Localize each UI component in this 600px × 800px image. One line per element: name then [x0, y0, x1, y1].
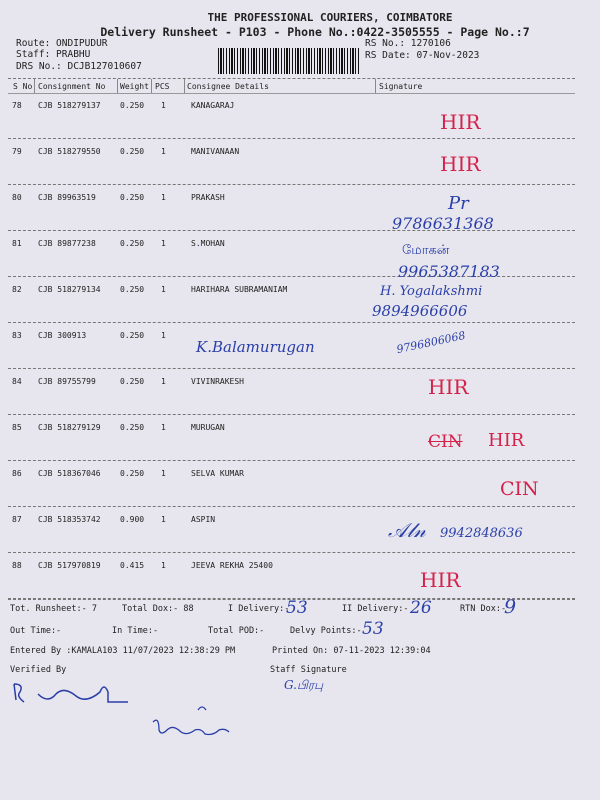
barcode	[218, 48, 360, 74]
row-sno: 87	[12, 515, 22, 524]
row-pcs: 1	[161, 515, 166, 524]
row-weight: 0.250	[120, 377, 145, 386]
row-consignee: S.MOHAN	[191, 239, 225, 248]
row-rule	[8, 138, 575, 139]
row-sno: 81	[12, 239, 22, 248]
signature-stroke	[153, 720, 229, 734]
row-pcs: 1	[161, 561, 166, 570]
row-pcs: 1	[161, 239, 166, 248]
rtn-dox-label: RTN Dox:-	[460, 604, 507, 614]
row-consignment-no: CJB 89755799	[38, 377, 96, 386]
row-consignee: JEEVA REKHA 25400	[191, 561, 273, 570]
row-rule	[8, 322, 575, 323]
row-pcs: 1	[161, 147, 166, 156]
row-weight: 0.250	[120, 285, 145, 294]
col-consignee: Consignee Details	[187, 82, 269, 91]
verified-by-label: Verified By	[10, 665, 67, 675]
printed-on: Printed On: 07-11-2023 12:39:04	[272, 646, 431, 656]
row-consignee: MURUGAN	[191, 423, 225, 432]
row-sno: 84	[12, 377, 22, 386]
col-divider	[184, 79, 185, 93]
ii-delivery-label: II Delivery:-	[342, 604, 409, 614]
row-weight: 0.250	[120, 147, 145, 156]
row-consignment-no: CJB 518279134	[38, 285, 101, 294]
row-consignee: PRAKASH	[191, 193, 225, 202]
row-weight: 0.250	[120, 239, 145, 248]
in-time: In Time:-	[112, 626, 159, 636]
row-rule	[8, 414, 575, 415]
hand-phone-80: 9786631368	[392, 214, 494, 233]
hand-phone-82: 9894966606	[372, 302, 468, 320]
row-consignee: SELVA KUMAR	[191, 469, 244, 478]
row-pcs: 1	[161, 285, 166, 294]
row-pcs: 1	[161, 331, 166, 340]
hand-name-82: H. Yogalakshmi	[380, 284, 483, 299]
entered-by: Entered By :KAMALA103 11/07/2023 12:38:29 PM	[10, 646, 236, 656]
rs-number: RS No.: 1270106	[365, 38, 451, 49]
total-dox: Total Dox:- 88	[122, 604, 194, 614]
row-consignee: KANAGARAJ	[191, 101, 235, 110]
row-consignment-no: CJB 300913	[38, 331, 87, 340]
hand-status-86: CIN	[500, 478, 539, 500]
hand-signature-87: 𝒜𝓁𝓃	[388, 518, 426, 542]
signature-stroke	[14, 684, 24, 702]
row-weight: 0.250	[120, 331, 145, 340]
row-weight: 0.250	[120, 101, 145, 110]
hand-status-85: HIR	[488, 430, 525, 451]
hand-status-78: HIR	[440, 110, 481, 134]
staff: Staff: PRABHU	[16, 49, 91, 60]
table-top-rule	[8, 78, 575, 79]
col-weight: Weight	[120, 82, 149, 91]
col-divider	[34, 79, 35, 93]
row-sno: 85	[12, 423, 22, 432]
row-sno: 88	[12, 561, 22, 570]
delvy-points-value: 53	[362, 619, 384, 639]
header-rule	[8, 93, 575, 94]
col-sno: S No	[13, 82, 33, 91]
hand-struck-85: CIN	[428, 432, 463, 452]
drs-number: DRS No.: DCJB127010607	[16, 61, 142, 72]
ii-delivery-value: 26	[410, 598, 432, 618]
row-weight: 0.250	[120, 423, 145, 432]
signature-stroke	[198, 707, 206, 710]
hand-name-83: K.Balamurugan	[196, 338, 315, 356]
route: Route: ONDIPUDUR	[16, 38, 108, 49]
row-pcs: 1	[161, 469, 166, 478]
rtn-dox-value: 9	[504, 596, 517, 618]
row-pcs: 1	[161, 101, 166, 110]
col-pcs: PCS	[155, 82, 170, 91]
hand-status-84: HIR	[428, 375, 469, 399]
row-consignee: ASPIN	[191, 515, 216, 524]
row-weight: 0.415	[120, 561, 145, 570]
runsheet-subtitle: Delivery Runsheet - P103 - Phone No.:0422-3505555 - Page No.:7	[100, 25, 530, 39]
col-divider	[151, 79, 152, 93]
col-divider	[117, 79, 118, 93]
out-time: Out Time:-	[10, 626, 62, 636]
row-sno: 82	[12, 285, 22, 294]
company-title: THE PROFESSIONAL COURIERS, COIMBATORE	[207, 11, 453, 24]
tot-runsheet: Tot. Runsheet:- 7	[10, 604, 97, 614]
col-signature: Signature	[379, 82, 423, 91]
hand-phone-83: 9796806068	[395, 328, 467, 357]
row-weight: 0.250	[120, 193, 145, 202]
hand-name-81: மோகன்	[402, 243, 450, 258]
row-consignee: MANIVANAAN	[191, 147, 240, 156]
row-sno: 78	[12, 101, 22, 110]
row-consignment-no: CJB 518279137	[38, 101, 101, 110]
row-pcs: 1	[161, 377, 166, 386]
row-consignment-no: CJB 518279129	[38, 423, 101, 432]
row-consignment-no: CJB 89963519	[38, 193, 96, 202]
hand-phone-87: 9942848636	[440, 526, 523, 541]
row-weight: 0.250	[120, 469, 145, 478]
i-delivery-value: 53	[286, 598, 308, 618]
row-rule	[8, 506, 575, 507]
row-consignment-no: CJB 518279550	[38, 147, 101, 156]
delvy-points-label: Delvy Points:-	[290, 626, 362, 636]
signature-stroke	[38, 687, 128, 702]
staff-signature-label: Staff Signature	[270, 665, 347, 675]
i-delivery-label: I Delivery:-	[228, 604, 290, 614]
hand-status-79: HIR	[440, 152, 481, 176]
row-consignment-no: CJB 517970819	[38, 561, 101, 570]
row-rule	[8, 552, 575, 553]
row-rule	[8, 184, 575, 185]
row-sno: 83	[12, 331, 22, 340]
verifier-signatures	[8, 672, 258, 752]
row-pcs: 1	[161, 193, 166, 202]
row-consignment-no: CJB 89877238	[38, 239, 96, 248]
total-pod: Total POD:-	[208, 626, 265, 636]
hand-signature-80: Pr	[448, 193, 469, 214]
col-divider	[375, 79, 376, 93]
row-sno: 80	[12, 193, 22, 202]
hand-phone-81: 9965387183	[398, 262, 500, 281]
row-consignment-no: CJB 518353742	[38, 515, 101, 524]
rs-date: RS Date: 07-Nov-2023	[365, 50, 480, 61]
hand-status-88: HIR	[420, 568, 461, 592]
row-pcs: 1	[161, 423, 166, 432]
row-sno: 86	[12, 469, 22, 478]
row-rule	[8, 368, 575, 369]
col-consignment: Consignment No	[38, 82, 106, 91]
row-consignee: HARIHARA SUBRAMANIAM	[191, 285, 288, 294]
staff-signature-hand: G.பிரபு	[284, 678, 324, 692]
row-sno: 79	[12, 147, 22, 156]
row-rule	[8, 460, 575, 461]
row-consignee: VIVINRAKESH	[191, 377, 244, 386]
row-weight: 0.900	[120, 515, 145, 524]
row-consignment-no: CJB 518367046	[38, 469, 101, 478]
